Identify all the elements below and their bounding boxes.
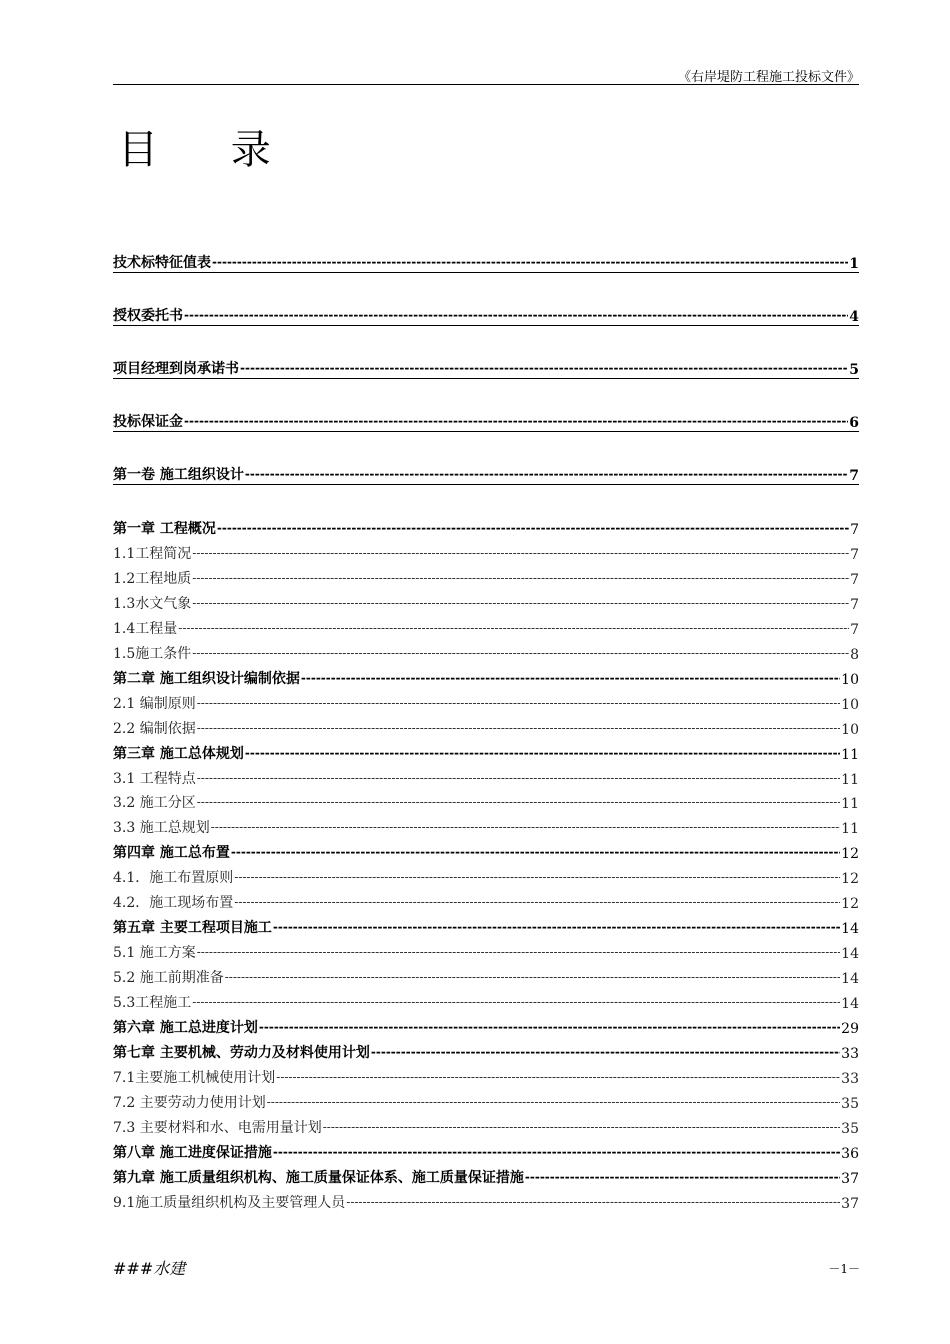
header-rule	[113, 84, 859, 85]
toc-entry-page: 7	[850, 571, 859, 588]
toc-section-entry[interactable]	[113, 890, 859, 912]
toc-dot-leader	[197, 766, 840, 788]
toc-entry-label: 5.2 施工前期准备	[113, 970, 224, 987]
toc-entry-page: 14	[841, 921, 859, 938]
toc-entry-page: 10	[841, 671, 859, 688]
toc-dot-leader	[225, 965, 840, 987]
toc-entry-page: 11	[841, 771, 859, 788]
footer-company: ###水建	[113, 1259, 186, 1278]
toc-section-entry[interactable]	[113, 691, 859, 713]
toc-dot-leader	[197, 691, 840, 713]
toc-entry-label: 技术标特征值表	[113, 255, 211, 271]
toc-entry-label: 3.1 工程特点	[113, 770, 196, 787]
toc-dot-leader	[197, 716, 840, 738]
toc-section-entry[interactable]	[113, 766, 859, 788]
toc-chapter-entry[interactable]	[113, 516, 859, 538]
toc-entry-label: 1.5施工条件	[113, 645, 192, 662]
toc-dot-leader	[184, 303, 848, 325]
toc-chapter-entry[interactable]	[113, 1165, 859, 1187]
toc-entry-label: 4.1．施工布置原则	[113, 870, 234, 887]
toc-section-entry[interactable]	[113, 641, 859, 663]
toc-dot-leader	[240, 356, 848, 378]
toc-entry-page: 35	[841, 1120, 859, 1137]
toc-dot-leader	[231, 840, 840, 862]
toc-entry-label: 7.2 主要劳动力使用计划	[113, 1094, 266, 1111]
toc-section-entry[interactable]	[113, 990, 859, 1012]
toc-dot-leader	[192, 990, 840, 1012]
toc-entry-page: 35	[841, 1095, 859, 1112]
toc-section-entry[interactable]	[113, 940, 859, 962]
toc-entry-page: 14	[841, 946, 859, 963]
toc-chapter-entry[interactable]	[113, 1140, 859, 1162]
toc-entry-label: 第一卷 施工组织设计	[113, 467, 244, 483]
toc-entry-label: 3.2 施工分区	[113, 795, 196, 812]
toc-entry-label: 第六章 施工总进度计划	[113, 1020, 258, 1036]
page-title: 目 录	[118, 127, 301, 173]
toc-dot-leader	[192, 541, 849, 563]
toc-entry-page: 29	[841, 1021, 859, 1037]
toc-dot-leader	[178, 616, 849, 638]
toc-chapter-entry[interactable]	[113, 666, 859, 688]
toc-entry-page: 7	[849, 468, 859, 484]
toc-entry-label: 项目经理到岗承诺书	[113, 361, 239, 377]
toc-entry-label: 7.1主要施工机械使用计划	[113, 1069, 276, 1086]
toc-entry-label: 5.3工程施工	[113, 995, 192, 1012]
toc-entry-page: 36	[841, 1145, 859, 1162]
toc-entry-label: 7.3 主要材料和水、电需用量计划	[113, 1119, 322, 1136]
toc-section-entry[interactable]	[113, 865, 859, 887]
toc-entry-page: 6	[849, 415, 859, 431]
toc-dot-leader	[211, 815, 840, 837]
toc-entry-page: 37	[841, 1170, 859, 1187]
toc-dot-leader	[245, 741, 840, 763]
toc-entry-label: 4.2．施工现场布置	[113, 895, 234, 912]
toc-section-entry[interactable]	[113, 566, 859, 588]
toc-entry-page: 7	[850, 596, 859, 613]
toc-section-entry[interactable]	[113, 541, 859, 563]
toc-entry-label: 第一章 工程概况	[113, 521, 216, 537]
toc-entry-page: 14	[841, 996, 859, 1013]
toc-section-entry[interactable]	[113, 1065, 859, 1087]
toc-entry-page: 5	[849, 362, 859, 378]
toc-entry-label: 5.1 施工方案	[113, 945, 196, 962]
toc-entry-page: 37	[841, 1195, 859, 1212]
toc-entry-page: 12	[841, 871, 859, 888]
toc-entry-page: 14	[841, 971, 859, 988]
toc-chapter-entry[interactable]	[113, 1040, 859, 1062]
toc-major-entry[interactable]	[113, 250, 859, 273]
toc-entry-label: 投标保证金	[113, 414, 183, 430]
toc-chapter-entry[interactable]	[113, 840, 859, 862]
toc-major-entry[interactable]	[113, 462, 859, 485]
toc-dot-leader	[245, 462, 848, 484]
toc-section-entry[interactable]	[113, 1090, 859, 1112]
toc-entry-page: 4	[849, 309, 859, 325]
toc-chapter-entry[interactable]	[113, 915, 859, 937]
toc-dot-leader	[267, 1090, 840, 1112]
toc-section-entry[interactable]	[113, 1190, 859, 1212]
toc-dot-leader	[192, 641, 849, 663]
toc-entry-page: 7	[850, 522, 859, 538]
toc-chapter-entry[interactable]	[113, 741, 859, 763]
toc-entry-page: 7	[850, 621, 859, 638]
toc-dot-leader	[273, 915, 840, 937]
toc-entry-label: 1.3水文气象	[113, 595, 192, 612]
toc-major-entry[interactable]	[113, 409, 859, 432]
toc-entry-label: 第五章 主要工程项目施工	[113, 920, 272, 937]
toc-section-entry[interactable]	[113, 716, 859, 738]
toc-section-entry[interactable]	[113, 1115, 859, 1137]
toc-entry-label: 第四章 施工总布置	[113, 845, 230, 862]
toc-entry-page: 12	[841, 896, 859, 913]
toc-dot-leader	[346, 1190, 840, 1212]
toc-section-entry[interactable]	[113, 965, 859, 987]
toc-major-entry[interactable]	[113, 303, 859, 326]
toc-dot-leader	[192, 591, 849, 613]
toc-section-entry[interactable]	[113, 815, 859, 837]
toc-entry-page: 11	[841, 746, 859, 763]
toc-major-entry[interactable]	[113, 356, 859, 379]
toc-entry-page: 11	[841, 821, 859, 838]
toc-dot-leader	[217, 516, 849, 538]
toc-dot-leader	[234, 890, 840, 912]
toc-entry-label: 授权委托书	[113, 308, 183, 324]
toc-entry-page: 33	[841, 1045, 859, 1062]
toc-entry-page: 10	[841, 721, 859, 738]
toc-entry-label: 2.1 编制原则	[113, 695, 196, 712]
toc-entry-label: 3.3 施工总规划	[113, 820, 210, 837]
toc-entry-label: 第二章 施工组织设计编制依据	[113, 670, 300, 687]
toc-dot-leader	[323, 1115, 840, 1137]
toc-dot-leader	[371, 1040, 840, 1062]
toc-section-entry[interactable]	[113, 591, 859, 613]
toc-dot-leader	[184, 409, 848, 431]
toc-chapter-entry[interactable]	[113, 1015, 859, 1037]
toc-entry-label: 第七章 主要机械、劳动力及材料使用计划	[113, 1044, 370, 1061]
toc-entry-label: 1.4工程量	[113, 620, 178, 637]
toc-dot-leader	[197, 790, 840, 812]
toc-dot-leader	[525, 1165, 840, 1187]
toc-entry-label: 9.1施工质量组织机构及主要管理人员	[113, 1194, 346, 1211]
toc-entry-page: 10	[841, 696, 859, 713]
toc-entry-label: 1.1工程简况	[113, 545, 192, 562]
toc-entry-label: 1.2工程地质	[113, 570, 192, 587]
toc-dot-leader	[234, 865, 840, 887]
toc-entry-label: 2.2 编制依据	[113, 720, 196, 737]
toc-entry-page: 33	[841, 1070, 859, 1087]
toc-entry-page: 7	[850, 546, 859, 563]
toc-section-entry[interactable]	[113, 616, 859, 638]
toc-dot-leader	[197, 940, 840, 962]
toc-dot-leader	[301, 666, 840, 688]
toc-dot-leader	[259, 1015, 840, 1037]
toc-entry-page: 1	[849, 256, 859, 272]
toc-dot-leader	[276, 1065, 840, 1087]
toc-entry-page: 8	[850, 646, 859, 663]
toc-section-entry[interactable]	[113, 790, 859, 812]
toc-entry-label: 第九章 施工质量组织机构、施工质量保证体系、施工质量保证措施	[113, 1169, 524, 1186]
toc-dot-leader	[192, 566, 849, 588]
toc-dot-leader	[212, 250, 848, 272]
header-doc-title: 《右岸堤防工程施工投标文件》	[677, 70, 860, 85]
toc-dot-leader	[273, 1140, 840, 1162]
toc-entry-page: 12	[841, 846, 859, 863]
toc-entry-label: 第三章 施工总体规划	[113, 745, 244, 762]
footer-page-number: －1－	[828, 1262, 860, 1276]
toc-entry-label: 第八章 施工进度保证措施	[113, 1144, 272, 1161]
toc-entry-page: 11	[841, 796, 859, 813]
